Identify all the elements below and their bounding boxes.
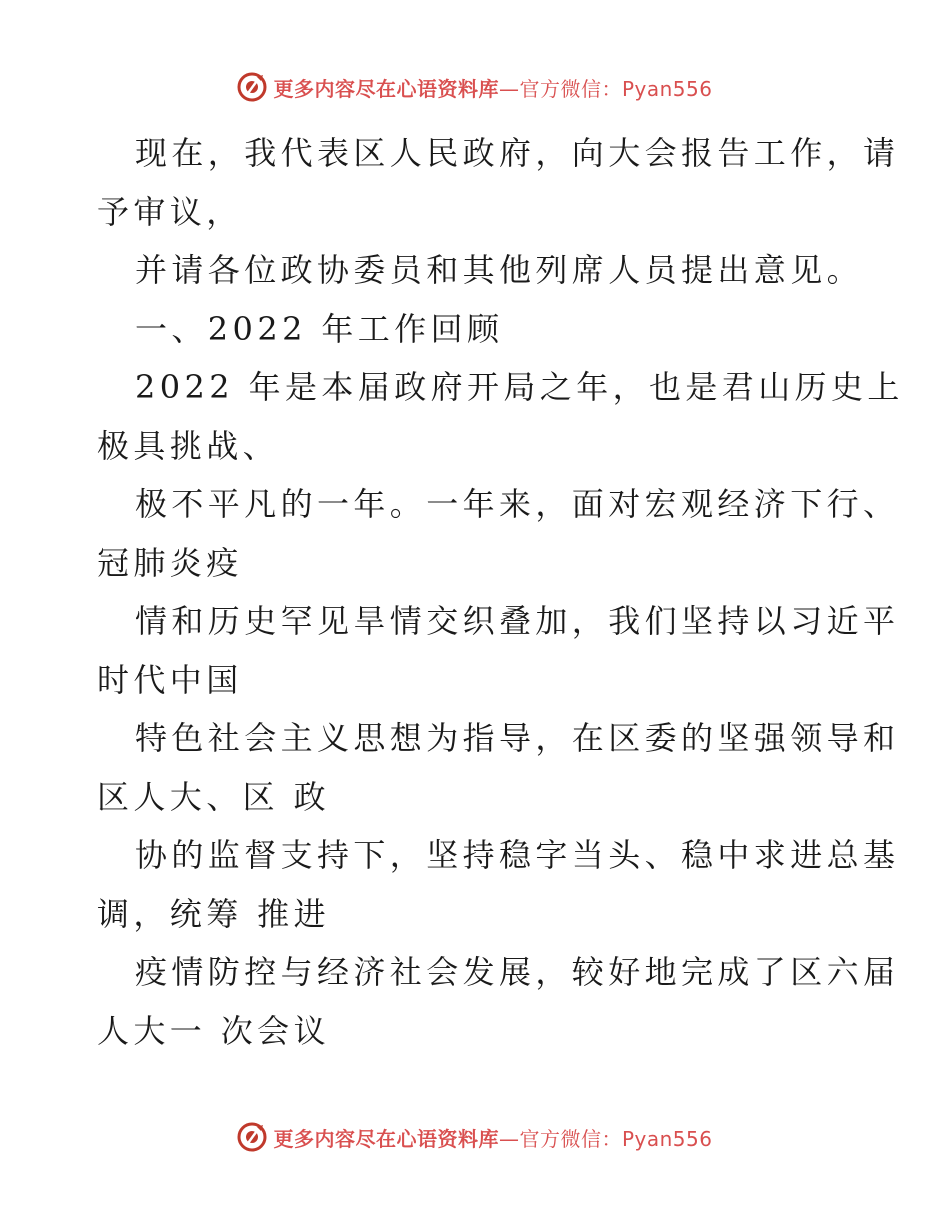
watermark-text: 更多内容尽在心语资料库 <box>273 76 499 101</box>
watermark-contact: —官方微信：Pyan556 <box>498 1126 713 1151</box>
brand-logo-icon <box>237 1122 267 1152</box>
text-line: 调，统筹 推进 <box>97 894 330 933</box>
text-line: 特色社会主义思想为指导，在区委的坚强领导和 <box>135 719 900 757</box>
watermark-header <box>0 72 950 102</box>
text-line: 现在，我代表区人民政府，向大会报告工作，请 <box>135 134 900 172</box>
text-line: 冠肺炎疫 <box>97 543 243 582</box>
brand-logo-icon <box>237 72 267 102</box>
watermark-text: 更多内容尽在心语资料库 <box>273 1126 499 1151</box>
text-line: 人大一 次会议 <box>97 1011 330 1050</box>
text-line: 情和历史罕见旱情交织叠加，我们坚持以习近平 <box>135 602 900 640</box>
text-line: 并请各位政协委员和其他列席人员提出意见。 <box>135 251 864 289</box>
text-line: 协的监督支持下，坚持稳字当头、稳中求进总基 <box>135 836 900 874</box>
text-line: 予审议， <box>97 192 243 231</box>
text-line: 极不平凡的一年。一年来，面对宏观经济下行、 <box>135 485 900 523</box>
text-line: 极具挑战、 <box>97 426 280 465</box>
document-body <box>97 124 904 1060</box>
section-heading: 一、2022 年工作回顾 <box>135 309 504 348</box>
watermark-footer <box>0 1122 950 1152</box>
text-line: 区人大、区 政 <box>97 777 330 816</box>
text-line: 2022 年是本届政府开局之年，也是君山历史上 <box>135 368 904 406</box>
text-line: 疫情防控与经济社会发展，较好地完成了区六届 <box>135 953 900 991</box>
text-line: 时代中国 <box>97 660 243 699</box>
watermark-contact: —官方微信：Pyan556 <box>498 76 713 101</box>
